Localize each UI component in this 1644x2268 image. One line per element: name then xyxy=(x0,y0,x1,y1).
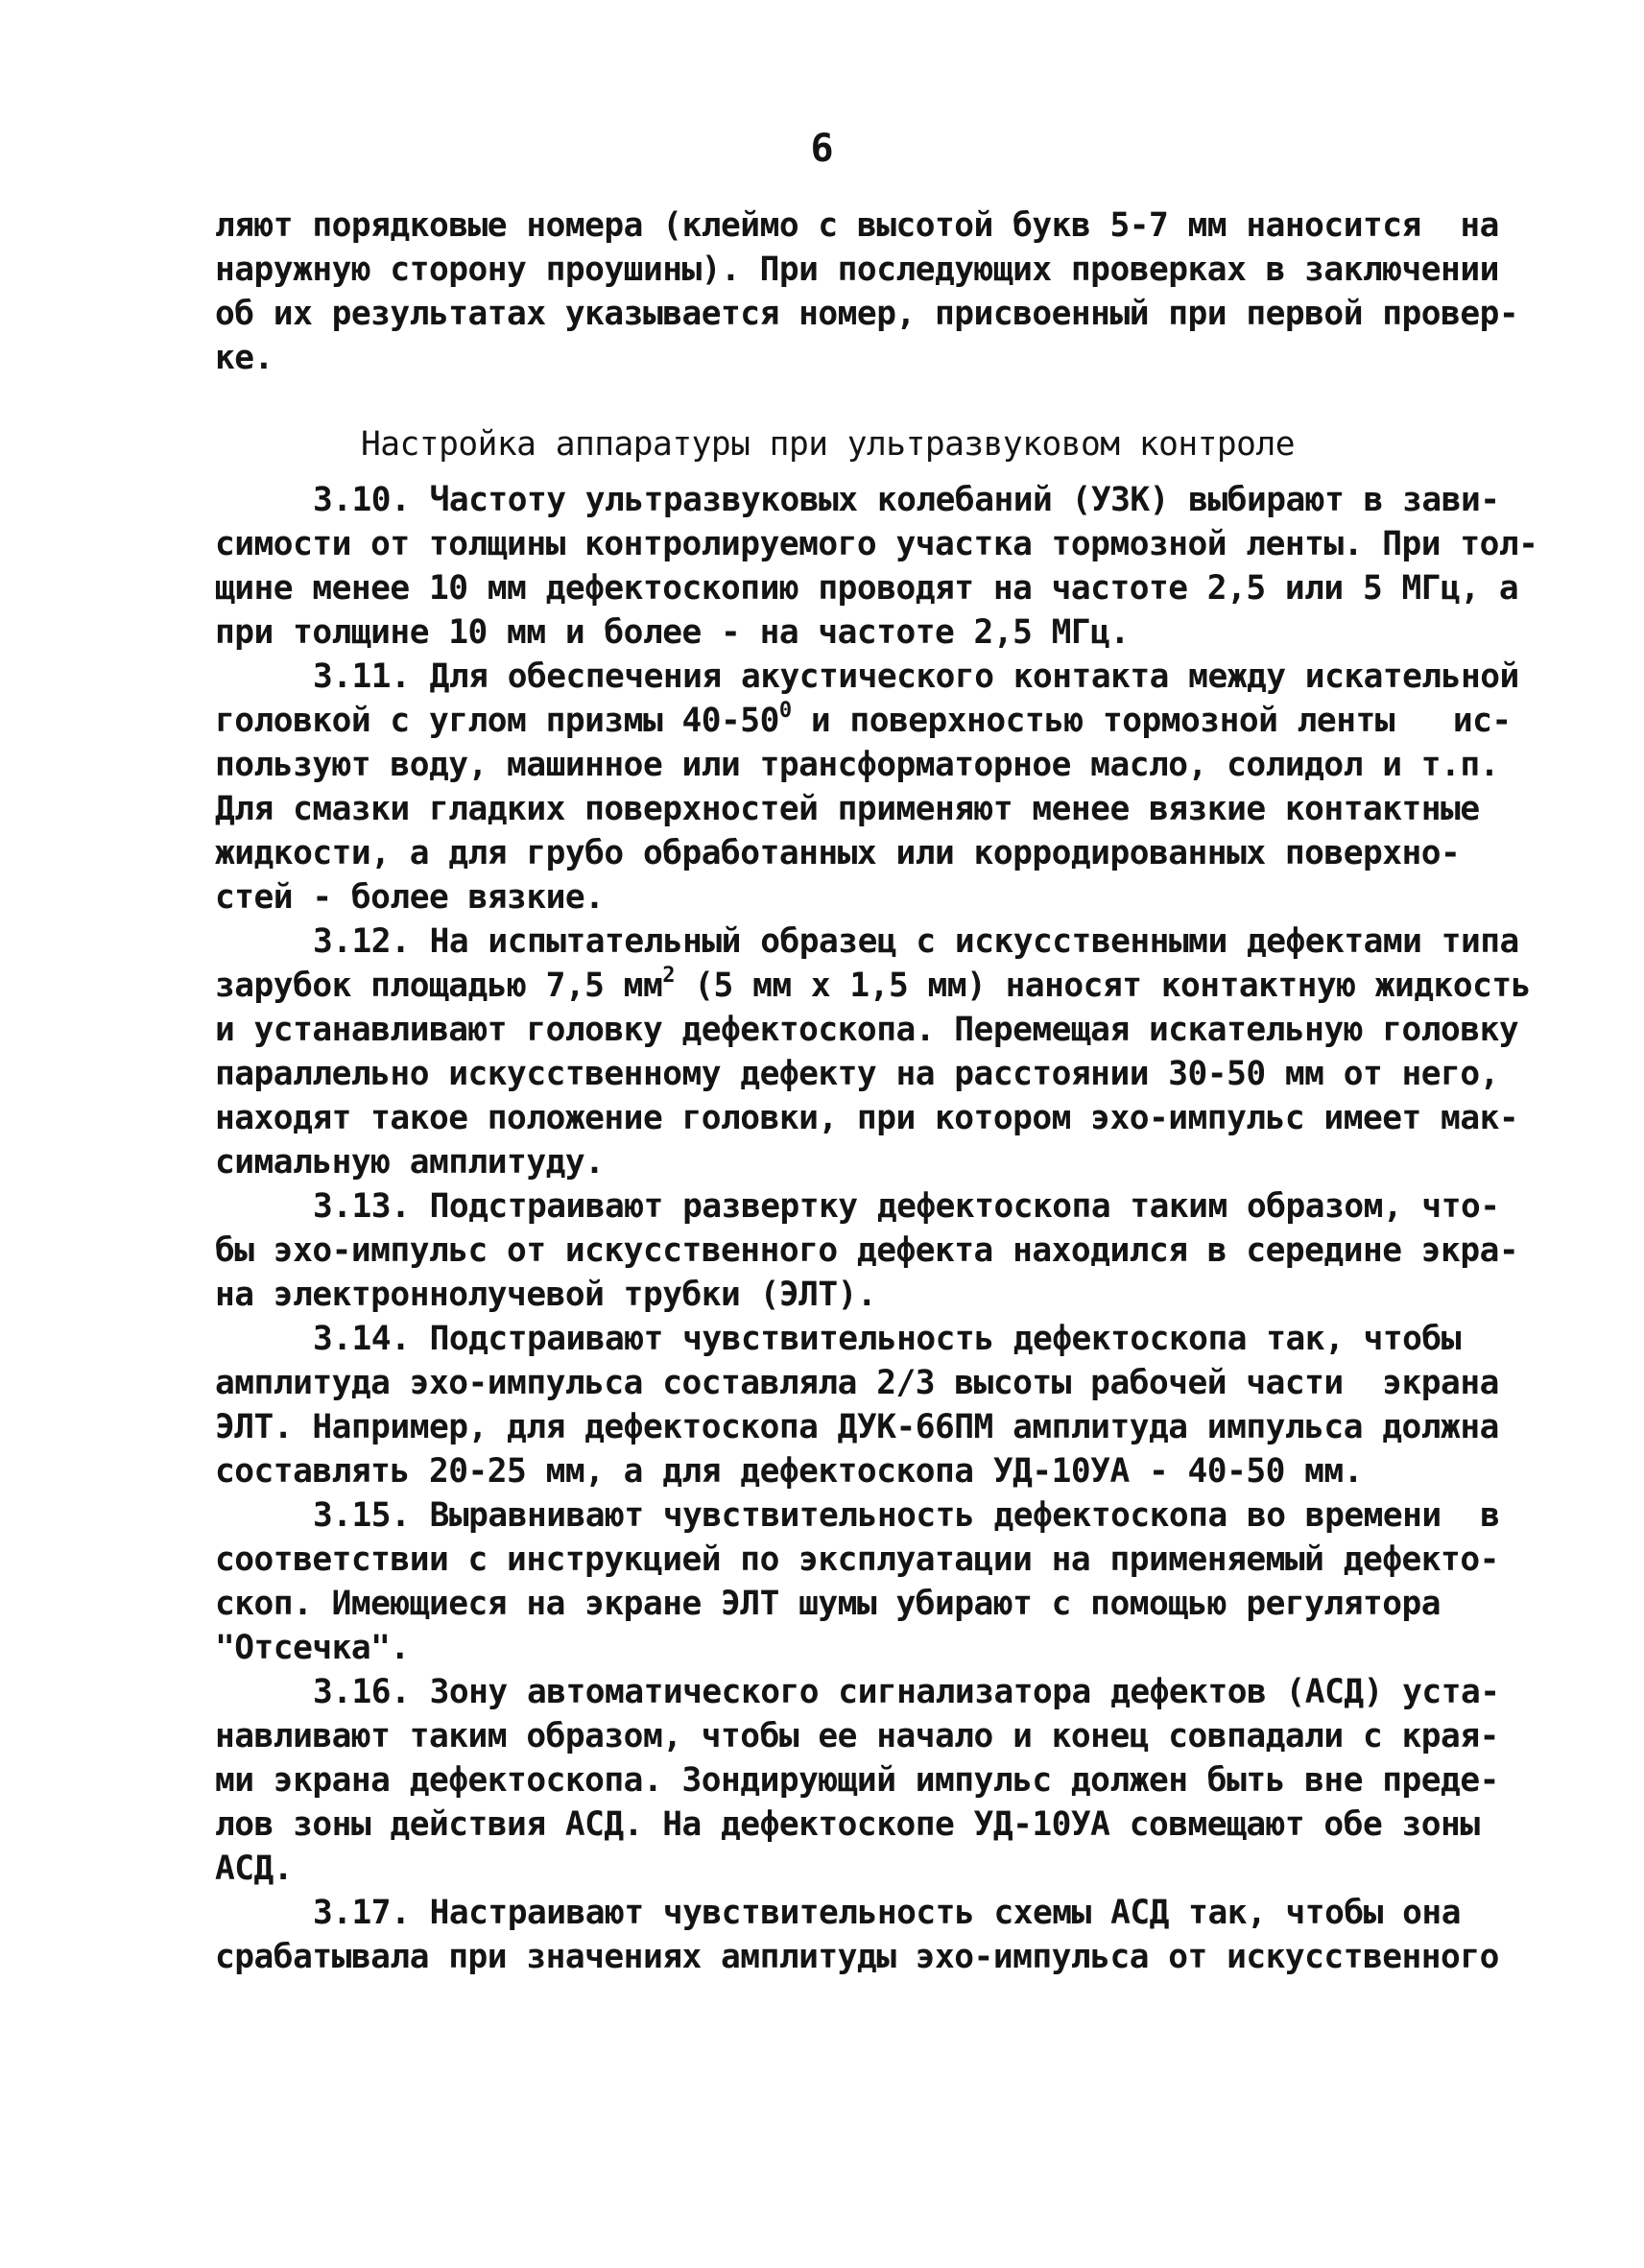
superscript-square: 2 xyxy=(662,964,675,988)
text-line: АСД. xyxy=(215,1850,294,1888)
text-line: лов зоны действия АСД. На дефектоскопе УД-10УА совмещают обе зоны xyxy=(215,1805,1480,1844)
text-line: ми экрана дефектоскопа. Зондирующий импульс должен быть вне преде- xyxy=(215,1761,1499,1800)
text-line: на электроннолучевой трубки (ЭЛТ). xyxy=(215,1276,877,1314)
text-line: при толщине 10 мм и более - на частоте 2,5 МГц. xyxy=(215,613,1130,652)
text-line: симости от толщины контролируемого участка тормозной ленты. При тол- xyxy=(215,525,1538,563)
text-line: 3.10. Частоту ультразвуковых колебаний (УЗК) выбирают в зави- xyxy=(313,481,1500,519)
intro-text xyxy=(215,203,1519,380)
text-line: 3.16. Зону автоматического сигнализатора дефектов (АСД) уста- xyxy=(313,1673,1500,1711)
text-line: бы эхо-импульс от искусственного дефекта находился в середине экра- xyxy=(215,1231,1519,1270)
paragraph-3-17 xyxy=(215,1891,1499,1979)
text-line: симальную амплитуду. xyxy=(215,1143,605,1182)
text-line: и устанавливают головку дефектоскопа. Перемещая искательную головку xyxy=(215,1011,1519,1049)
paragraph-3-16 xyxy=(215,1670,1500,1891)
text-line: "Отсечка". xyxy=(215,1629,410,1667)
paragraph-3-14 xyxy=(215,1317,1499,1493)
text-line: 3.17. Настраивают чувствительность схемы АСД так, чтобы она xyxy=(313,1894,1461,1932)
text-line: стей - более вязкие. xyxy=(215,878,605,917)
text-line: срабатывала при значениях амплитуды эхо-импульса от искусственного xyxy=(215,1938,1499,1976)
text-line: 3.15. Выравнивают чувствительность дефектоскопа во времени в xyxy=(313,1496,1500,1535)
text-line: параллельно искусственному дефекту на расстоянии 30-50 мм от него, xyxy=(215,1055,1499,1093)
text-line: наружную сторону проушины). При последующих проверках в заключении xyxy=(215,251,1499,289)
paragraph-3-10 xyxy=(215,478,1538,655)
page-number: 6 xyxy=(810,127,834,171)
text-line: об их результатах указывается номер, присвоенный при первой провер- xyxy=(215,295,1519,333)
paragraph-3-12 xyxy=(215,919,1531,1184)
text-line: жидкости, а для грубо обработанных или корродированных поверхно- xyxy=(215,834,1461,872)
paragraph-3-15 xyxy=(215,1493,1500,1670)
text-line: пользуют воду, машинное или трансформаторное масло, солидол и т.п. xyxy=(215,746,1499,784)
text-segment: (5 мм x 1,5 мм) наносят контактную жидкость xyxy=(674,967,1531,1005)
text-line: 3.13. Подстраивают развертку дефектоскопа таким образом, что- xyxy=(313,1187,1500,1226)
text-line: скоп. Имеющиеся на экране ЭЛТ шумы убирают с помощью регулятора xyxy=(215,1585,1441,1623)
text-line: ке. xyxy=(215,339,274,377)
text-line: соответствии с инструкцией по эксплуатации на применяемый дефекто- xyxy=(215,1540,1499,1579)
document-body xyxy=(215,203,1538,1979)
text-segment: зарубок площадью 7,5 мм xyxy=(215,967,663,1005)
text-line: 3.11. Для обеспечения акустического контакта между искательной xyxy=(313,657,1519,696)
text-line: 3.14. Подстраивают чувствительность дефектоскопа так, чтобы xyxy=(313,1320,1461,1358)
text-line: щине менее 10 мм дефектоскопию проводят на частоте 2,5 или 5 МГц, а xyxy=(215,569,1519,608)
text-line: навливают таким образом, чтобы ее начало и конец совпадали с края- xyxy=(215,1717,1499,1755)
text-line: ляют порядковые номера (клеймо с высотой букв 5-7 мм наносится на xyxy=(215,206,1499,245)
text-line: амплитуда эхо-импульса составляла 2/3 высоты рабочей части экрана xyxy=(215,1364,1499,1402)
text-line: Для смазки гладких поверхностей применяют менее вязкие контактные xyxy=(215,790,1480,828)
text-line: находят такое положение головки, при котором эхо-импульс имеет мак- xyxy=(215,1099,1519,1137)
text-line: составлять 20-25 мм, а для дефектоскопа УД-10УА - 40-50 мм. xyxy=(215,1452,1363,1491)
text-line: 3.12. На испытательный образец с искусственными дефектами типа xyxy=(313,922,1519,961)
text-segment: и поверхностью тормозной ленты ис- xyxy=(791,702,1512,740)
text-line: ЭЛТ. Например, для дефектоскопа ДУК-66ПМ амплитуда импульса должна xyxy=(215,1408,1499,1446)
superscript-degree: 0 xyxy=(778,699,792,723)
paragraph-3-11 xyxy=(215,655,1519,919)
section-heading: Настройка аппаратуры при ультразвуковом контроле xyxy=(361,425,1295,464)
text-segment: головкой с углом призмы 40-50 xyxy=(215,702,779,740)
paragraph-3-13 xyxy=(215,1184,1519,1317)
text-line xyxy=(215,699,1512,743)
text-line xyxy=(215,964,1531,1008)
